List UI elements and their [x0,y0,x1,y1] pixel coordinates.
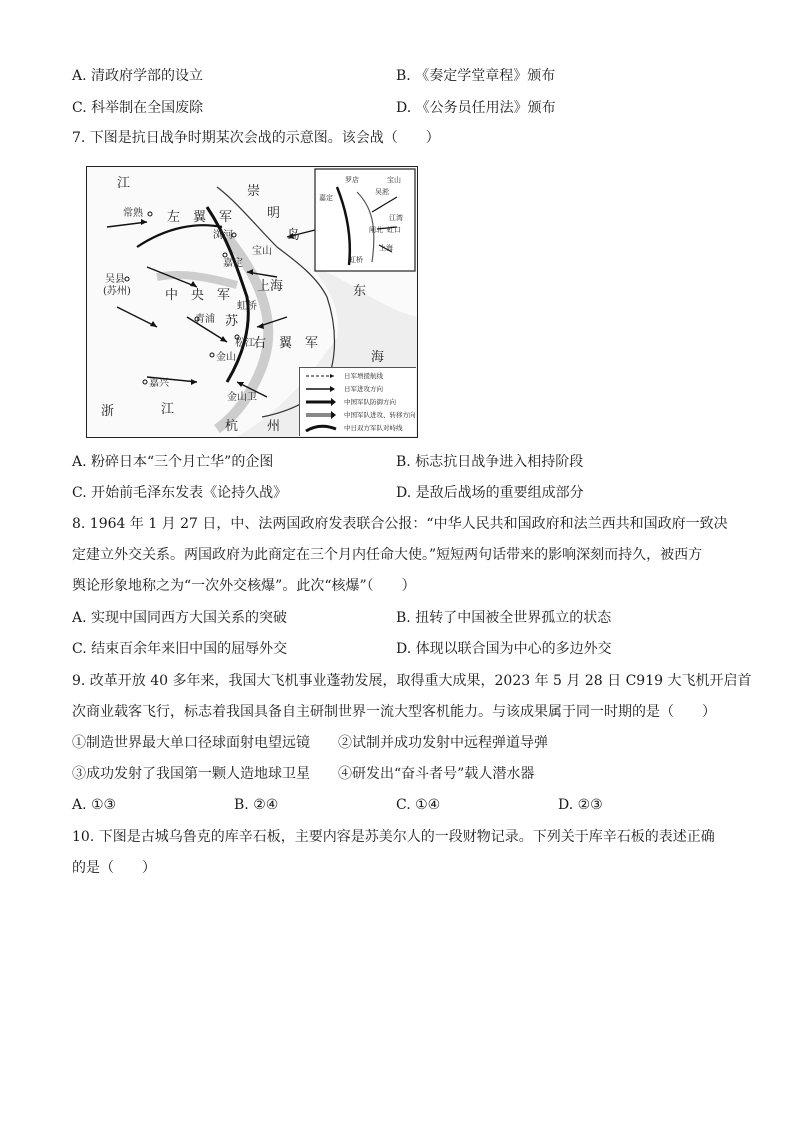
q8-line-3: 舆论形象地称之为“一次外交核爆”。此次“核爆”（ ） [72,578,416,594]
town-jiading [223,253,227,257]
legend-label-jp-attack: 日军进攻方向 [344,385,383,393]
map-label-jiang: 江 [117,176,131,191]
town-changshu [148,212,152,216]
legend-item-cn-defense [304,397,414,407]
q7-options-row-2 [72,482,732,504]
legend-label-front-line: 中日双方军队对峙线 [344,424,403,432]
legend-label-cn-defense: 中国军队防御方向 [344,398,396,406]
map-label-hai: 海 [371,350,385,365]
inset-label-luodian: 罗店 [345,176,359,184]
q9-item-4: ④研发出“奋斗者号”载人潜水器 [338,766,535,782]
q8-option-c[interactable]: C. 结束百余年来旧中国的屈辱外交 [72,641,288,657]
q8-options-row-2 [72,638,732,660]
q6-option-a[interactable]: A. 清政府学部的设立 [72,68,204,84]
confrontation-line-north [137,225,222,247]
q7-option-c[interactable]: C. 开始前毛泽东发表《论持久战》 [72,485,288,501]
map-label-jinshanwei: 金山卫 [227,392,257,403]
map-label-jiaxing: 嘉兴 [149,378,169,389]
q9-stem [72,666,752,728]
map-label-chong: 崇 [247,184,261,199]
q6-option-c[interactable]: C. 科举制在全国废除 [72,100,204,116]
battle-map [86,166,418,438]
q9-line-1: 9. 改革开放 40 多年来，我国大飞机事业蓬勃发展，取得重大成果，2023 年 5 月 28 日 C919 大飞机开启首 [72,673,752,689]
q8-option-a[interactable]: A. 实现中国同西方大国关系的突破 [72,610,288,626]
map-label-songjiang: 松江 [235,338,255,349]
map-label-jiang2: 江 [161,402,175,417]
q8-stem [72,509,728,602]
map-label-zhou: 州 [267,419,281,434]
town-jiaxing [143,380,147,384]
q7-options-row-1 [72,451,732,473]
legend-item-jp-attack [304,384,414,394]
town-jinshan [210,353,214,357]
arrowhead-1 [141,219,147,225]
q7-option-a[interactable]: A. 粉碎日本“三个月亡华”的企图 [72,454,274,470]
q9-items-row-1 [72,732,732,754]
legend-item-front-line [304,423,414,433]
map-label-su: 苏 [225,314,239,329]
q9-option-a[interactable]: A. ①③ [72,797,117,813]
inset-label-wusong: 吴淞 [375,188,389,196]
arrow-8 [117,307,157,327]
q8-options-row-1 [72,607,732,629]
q8-line-2: 定建立外交关系。两国政府为此商定在三个月内任命大使。”短短两句话带来的影响深刻而持久，被西方 [72,547,703,563]
map-label-liuhe: 浏河 [213,230,233,241]
q6-option-b[interactable]: B. 《奏定学堂章程》颁布 [396,68,556,84]
map-label-jinshan: 金山 [216,352,236,363]
map-label-jiading: 嘉定 [223,258,243,269]
map-label-right-army: 右 翼 军 [253,336,319,351]
map-label-wuxian: 吴县 [105,274,125,285]
q10-stem [72,822,722,884]
inset-label-shanghai: 上海 [379,244,393,252]
q9-line-2: 次商业载客飞行，标志着我国具备自主研制世界一流大型客机能力。与该成果属于同一时期的是（ ） [72,704,716,720]
q9-items-row-2 [72,763,732,785]
q9-item-1: ①制造世界最大单口径球面射电望远镜 [72,735,310,751]
q7-stem: 7. 下图是抗日战争时期某次会战的示意图。该会战（ ） [72,130,440,146]
q9-option-c[interactable]: C. ①④ [396,797,441,813]
map-label-central-army: 中 央 军 [165,288,231,303]
q9-option-d[interactable]: D. ②③ [558,797,603,813]
inset-label-zhabei: 闸北 [369,226,383,234]
inset-label-jiading: 嘉定 [319,194,333,202]
map-label-baoshan: 宝山 [252,246,272,257]
inset-label-baoshan: 宝山 [387,176,401,184]
inset-label-hongkou: 虹口 [387,226,401,234]
map-label-dong: 东 [353,284,367,299]
q7-option-d[interactable]: D. 是敌后战场的重要组成部分 [396,485,584,501]
map-label-dao: 岛 [287,228,301,243]
q8-option-d[interactable]: D. 体现以联合国为中心的多边外交 [396,641,612,657]
map-label-ming: 明 [267,206,281,221]
q10-line-1: 10. 下图是古城乌鲁克的库辛石板，主要内容是苏美尔人的一段财物记录。下列关于库辛石板的表述正确 [72,829,715,845]
map-label-zhe: 浙 [101,404,115,419]
map-label-left-army: 左 翼 军 [167,210,233,225]
legend-label-reinforce: 日军增援航线 [344,372,383,380]
legend-label-cn-move: 中国军队进攻、转移方向 [344,411,416,419]
legend-item-cn-move [304,410,414,420]
map-label-hang: 杭 [225,419,239,434]
q9-option-b[interactable]: B. ②④ [234,797,279,813]
inset-label-hongqiao: 虹桥 [349,256,363,264]
map-legend [299,367,416,436]
town-wuxian [125,277,129,281]
q10-line-2: 的是（ ） [72,860,156,876]
q9-item-3: ③成功发射了我国第一颗人造地球卫星 [72,766,310,782]
q6-option-d[interactable]: D. 《公务员任用法》颁布 [396,100,556,116]
arrowhead-6 [191,379,197,385]
map-label-hongqiao: 虹桥 [237,301,257,312]
map-label-changshu: 常熟 [123,208,143,219]
legend-item-reinforce [304,371,414,381]
map-label-suzhou: (苏州) [103,286,131,297]
map-label-qingpu: 青浦 [195,314,215,325]
q8-line-1: 8. 1964 年 1 月 27 日，中、法两国政府发表联合公报：“中华人民共和国政府和法兰西共和国政府一致决 [72,516,728,532]
q9-item-2: ②试制并成功发射中远程弹道导弹 [338,735,548,751]
q6-options-row-1 [72,65,732,87]
map-label-shanghai: 上海 [257,279,284,294]
q7-option-b[interactable]: B. 标志抗日战争进入相持阶段 [396,454,584,470]
q6-options-row-2 [72,97,732,119]
inset-label-jiangwan: 江湾 [389,214,403,222]
q9-options-row [72,794,732,816]
q8-option-b[interactable]: B. 扭转了中国被全世界孤立的状态 [396,610,612,626]
